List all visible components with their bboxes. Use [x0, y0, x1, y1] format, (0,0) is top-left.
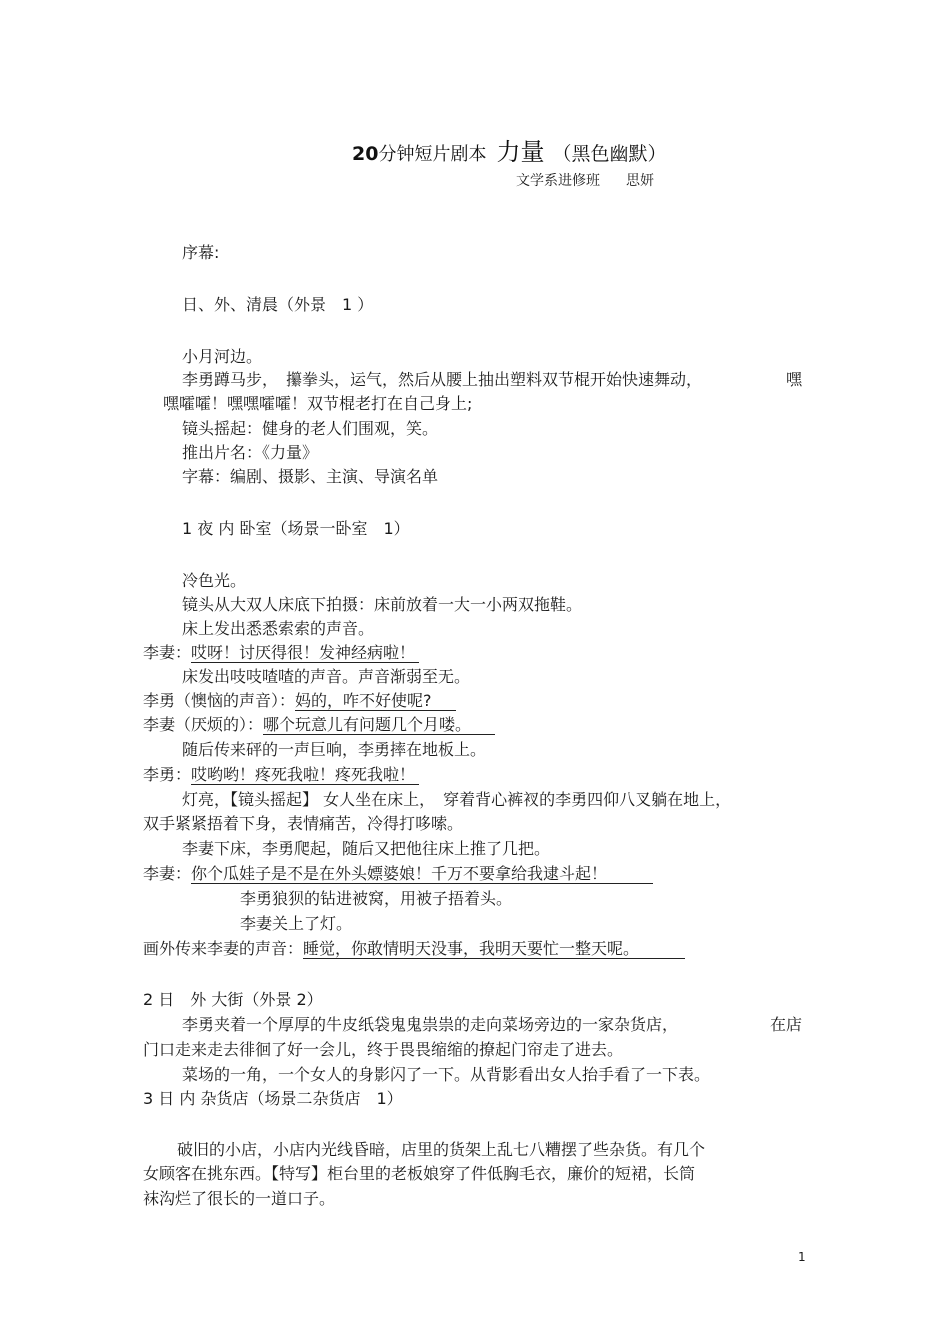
dialogue-text: 你个瓜娃子是不是在外头嫖婆娘！千万不要拿给我逮斗起！	[191, 864, 653, 884]
speaker-label: 李妻：	[143, 864, 192, 883]
dialogue-text: 哎哟哟！疼死我啦！疼死我啦！	[191, 765, 419, 785]
title-genre: （黑色幽默）	[552, 143, 667, 165]
prologue-heading: 序幕:	[182, 243, 220, 262]
dialogue-text: 睡觉，你敢情明天没事，我明天要忙一整天呢。	[303, 939, 685, 959]
speaker-label: 李勇（懊恼的声音）：	[143, 691, 296, 710]
script-line: 灯亮，【镜头摇起】 女人坐在床上， 穿着背心裤衩的李勇四仰八叉躺在地上，	[182, 790, 732, 809]
dialogue-text: 妈的，咋不好使呢?	[295, 691, 456, 711]
author-class: 文学系进修班	[516, 173, 600, 189]
script-line: 李勇狼狈的钻进被窝，用被子捂着头。	[240, 889, 513, 908]
speaker-label: 李妻（厌烦的）：	[143, 715, 264, 734]
script-line: 床上发出悉悉索索的声音。	[182, 619, 375, 638]
script-line: 嘿	[786, 370, 803, 389]
title-main: 分钟短片剧本	[378, 144, 487, 165]
dialogue-line	[143, 863, 653, 885]
author-name: 思妍	[626, 173, 654, 189]
dialogue-text: 哪个玩意儿有问题几个月喽。	[263, 715, 495, 735]
dialogue-text: 哎呀！讨厌得很！发神经病啦！	[191, 643, 419, 663]
dialogue-line	[143, 714, 495, 736]
title-duration: 20	[352, 143, 379, 165]
script-line: 随后传来砰的一声巨响，李勇摔在地板上。	[182, 740, 487, 759]
scene-heading: 3 日 内 杂货店（场景二杂货店 1）	[143, 1089, 403, 1108]
script-line: 李勇蹲马步， 攥拳头，运气，然后从腰上抽出塑料双节棍开始快速舞动，	[182, 370, 703, 389]
script-line: 李勇夹着一个厚厚的牛皮纸袋鬼鬼祟祟的走向菜场旁边的一家杂货店，	[182, 1015, 679, 1034]
script-line: 冷色光。	[182, 571, 247, 590]
dialogue-line	[143, 690, 456, 712]
script-line: 破旧的小店，小店内光线昏暗，店里的货架上乱七八糟摆了些杂货。有几个	[177, 1140, 706, 1159]
dialogue-line	[143, 938, 685, 960]
speaker-label: 画外传来李妻的声音：	[143, 939, 304, 958]
script-line: 在店	[770, 1015, 803, 1034]
author-line	[516, 170, 654, 190]
script-line: 字幕：编剧、摄影、主演、导演名单	[182, 467, 439, 486]
dialogue-line	[143, 764, 419, 786]
dialogue-line	[143, 642, 419, 664]
script-line: 双手紧紧捂着下身，表情痛苦，冷得打哆嗦。	[143, 814, 464, 833]
script-line: 李妻下床，李勇爬起，随后又把他往床上推了几把。	[182, 839, 551, 858]
script-line: 镜头摇起：健身的老人们围观，笑。	[182, 419, 439, 438]
script-line: 镜头从大双人床底下拍摄：床前放着一大一小两双拖鞋。	[182, 595, 583, 614]
script-line: 推出片名：《力量》	[182, 443, 319, 462]
speaker-label: 李勇：	[143, 765, 192, 784]
script-line: 菜场的一角，一个女人的身影闪了一下。从背影看出女人抬手看了一下表。	[182, 1065, 711, 1084]
scene-heading: 2 日 外 大街（外景 2）	[143, 990, 323, 1009]
script-line: 女顾客在挑东西。【特写】柜台里的老板娘穿了件低胸毛衣，廉价的短裙，长筒	[143, 1164, 696, 1183]
scene-heading: 日、外、清晨（外景 1 ）	[182, 295, 374, 314]
script-line: 门口走来走去徘徊了好一会儿，终于畏畏缩缩的撩起门帘走了进去。	[143, 1040, 624, 1059]
script-line: 嘿嚯嚯！嘿嘿嚯嚯！双节棍老打在自己身上;	[163, 394, 473, 413]
speaker-label: 李妻：	[143, 643, 192, 662]
script-line: 床发出吱吱喳喳的声音。声音渐弱至无。	[182, 667, 471, 686]
title-name: 力量	[496, 138, 545, 166]
script-line: 李妻关上了灯。	[240, 914, 353, 933]
script-line: 小月河边。	[182, 347, 263, 366]
page-number: 1	[798, 1250, 806, 1264]
script-line: 袜沟烂了很长的一道口子。	[143, 1189, 336, 1208]
page-title	[352, 132, 666, 167]
scene-heading: 1 夜 内 卧室（场景一卧室 1）	[182, 519, 410, 538]
